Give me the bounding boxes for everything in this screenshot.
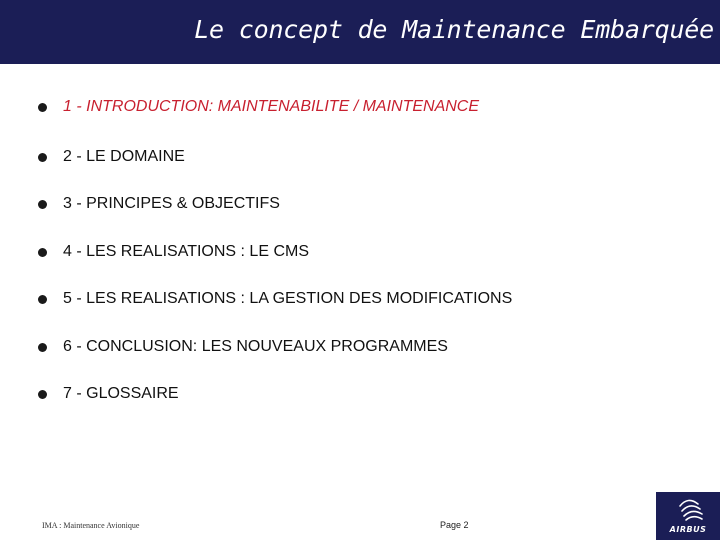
- bullet-icon: [38, 390, 47, 399]
- agenda-item-label: 7 - GLOSSAIRE: [63, 385, 179, 402]
- footer-page-number: Page 2: [440, 520, 469, 530]
- agenda-item-label: 6 - CONCLUSION: LES NOUVEAUX PROGRAMMES: [63, 338, 448, 355]
- bullet-icon: [38, 103, 47, 112]
- agenda-item-introduction: [38, 95, 479, 119]
- bullet-icon: [38, 343, 47, 352]
- logo-wordmark: AIRBUS: [669, 525, 707, 534]
- agenda-item-domaine: [38, 145, 185, 169]
- agenda-item-modifications: [38, 287, 512, 311]
- bullet-icon: [38, 153, 47, 162]
- bullet-icon: [38, 248, 47, 257]
- bullet-icon: [38, 295, 47, 304]
- agenda-item-label: 1 - INTRODUCTION: MAINTENABILITE / MAINTENANCE: [63, 98, 480, 115]
- agenda-item-conclusion: [38, 335, 448, 359]
- agenda-item-label: 4 - LES REALISATIONS : LE CMS: [63, 243, 309, 260]
- agenda-item-label: 5 - LES REALISATIONS : LA GESTION DES MODIFICATIONS: [63, 290, 513, 307]
- agenda-item-glossaire: [38, 382, 179, 406]
- bullet-icon: [38, 200, 47, 209]
- airbus-logo: [656, 492, 720, 540]
- agenda-item-label: 3 - PRINCIPES & OBJECTIFS: [63, 195, 280, 212]
- slide-title: Le concept de Maintenance Embarquée: [194, 15, 714, 44]
- agenda-item-label: 2 - LE DOMAINE: [63, 148, 185, 165]
- footer-course-label: IMA : Maintenance Avionique: [42, 521, 140, 530]
- agenda-item-cms: [38, 240, 309, 264]
- agenda-item-principes: [38, 192, 280, 216]
